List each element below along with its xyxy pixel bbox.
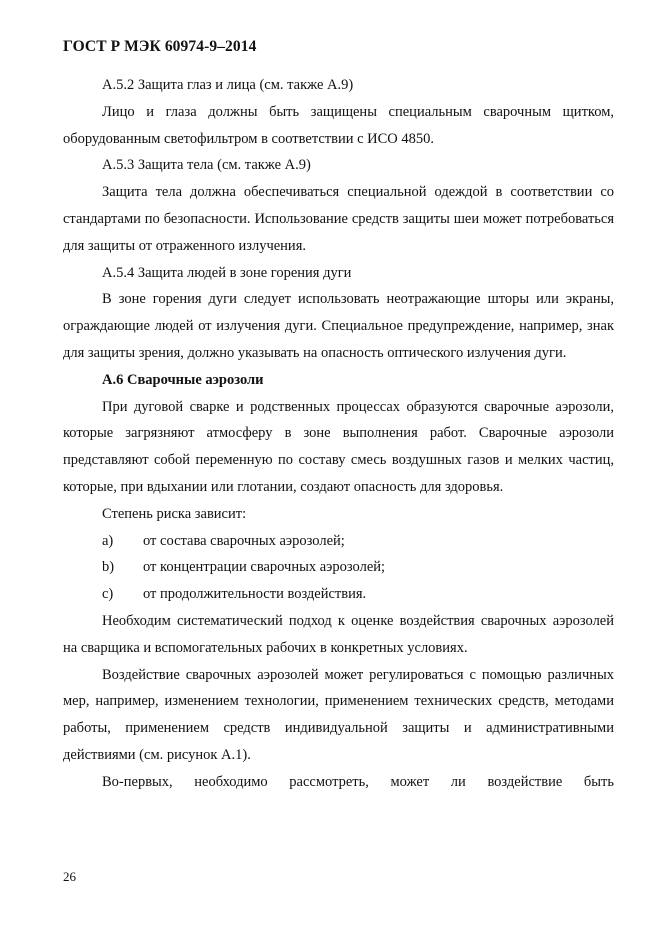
paragraph-a52: Лицо и глаза должны быть защищены специальным сварочным щитком, оборудованным светофильтром в соответствии с ИСО 4850. — [63, 103, 614, 147]
paragraph-risk-lead: Степень риска зависит: — [102, 505, 247, 522]
paragraph-a53: Защита тела должна обеспечиваться специальной одеждой в соответствии со стандартами по безопасности. Использование средств защиты шеи может потребоваться для защиты от отраженного излучения. — [63, 184, 614, 254]
section-heading-a54: А.5.4 Защита людей в зоне горения дуги — [102, 264, 352, 281]
list-item — [63, 554, 614, 581]
list-text: от продолжительности воздействия. — [143, 586, 367, 603]
paragraph-regulation: Воздействие сварочных аэрозолей может регулироваться с помощью различных мер, например, изменением технологии, применением технических средств, методами работы, применением средств индивидуальной защиты и административными действиями (см. рисунок А.1). — [63, 666, 614, 763]
list-item — [63, 581, 614, 608]
paragraph-first-step: Во-первых, необходимо рассмотреть, может ли воздействие быть — [102, 773, 614, 790]
list-text: от состава сварочных аэрозолей; — [143, 532, 345, 549]
list-marker: b) — [102, 559, 115, 576]
list-marker: a) — [102, 532, 114, 549]
paragraph-a6-intro: При дуговой сварке и родственных процессах образуются сварочные аэрозоли, которые загрязняют атмосферу в зоне выполнения работ. Сварочные аэрозоли представляют собой переменную по составу смесь воздушных газов и мелких частиц, которые, при вдыхании или глотании, создают опасность для здоровья. — [63, 398, 614, 495]
section-heading-a52: А.5.2 Защита глаз и лица (см. также А.9) — [102, 77, 354, 93]
list-text: от концентрации сварочных аэрозолей; — [143, 559, 386, 576]
page-number: 26 — [63, 869, 76, 884]
list-item — [63, 528, 614, 555]
paragraph-approach: Необходим систематический подход к оценке воздействия сварочных аэрозолей на сварщика и вспомогательных рабочих в конкретных условиях. — [63, 612, 614, 656]
document-header: ГОСТ Р МЭК 60974-9–2014 — [63, 38, 257, 55]
paragraph-a54: В зоне горения дуги следует использовать неотражающие шторы или экраны, ограждающие людей от излучения дуги. Специальное предупреждение, например, знак для защиты зрения, должно указывать на опасность оптического излучения дуги. — [63, 291, 614, 361]
page-body — [63, 72, 614, 796]
section-heading-a53: А.5.3 Защита тела (см. также А.9) — [102, 157, 311, 174]
list-marker: c) — [102, 586, 114, 603]
section-heading-a6: А.6 Сварочные аэрозоли — [102, 371, 264, 388]
